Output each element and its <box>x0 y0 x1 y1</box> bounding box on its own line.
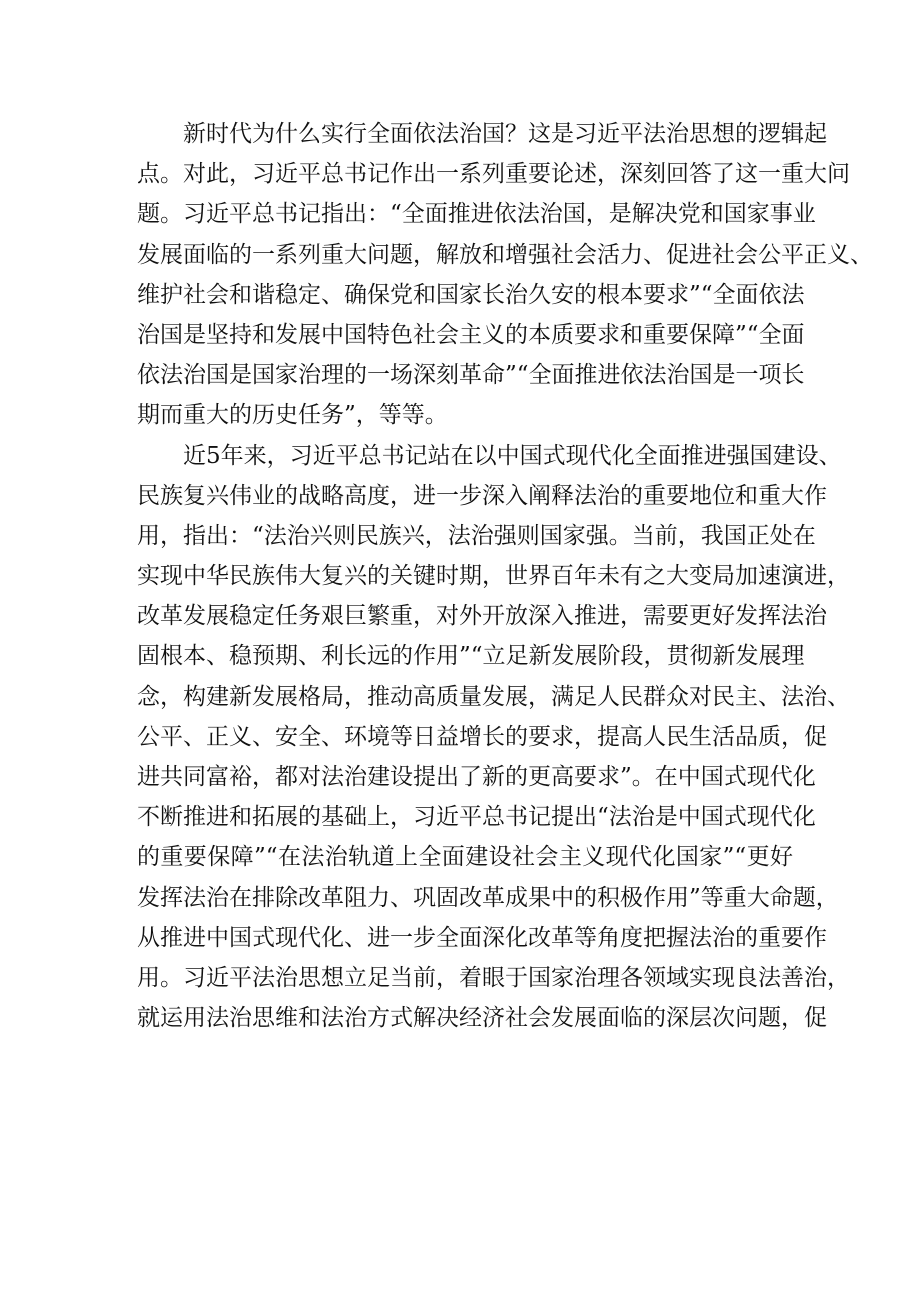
paragraph-1 <box>137 114 873 436</box>
text-line: 的重要保障”“在法治轨道上全面建设社会主义现代化国家”“更好 <box>137 844 793 871</box>
text-line: 不断推进和拓展的基础上，习近平总书记提出“法治是中国式现代化 <box>137 804 816 831</box>
text-line: 发挥法治在排除改革阻力、巩固改革成果中的积极作用”等重大命题， <box>137 884 839 911</box>
text-line: 念，构建新发展格局，推动高质量发展，满足人民群众对民主、法治、 <box>137 683 850 710</box>
paragraph-2 <box>137 436 850 1039</box>
text-line: 进共同富裕，都对法治建设提出了新的更高要求”。在中国式现代化 <box>137 764 816 790</box>
text-line: 用。习近平法治思想立足当前，着眼于国家治理各领域实现良法善治， <box>137 964 850 991</box>
text-line: 发展面临的一系列重大问题，解放和增强社会活力、促进社会公平正义、 <box>137 241 873 268</box>
text-line: 题。习近平总书记指出：“全面推进依法治国，是解决党和国家事业 <box>137 201 816 228</box>
text-line: 近5年来，习近平总书记站在以中国式现代化全面推进强国建设、 <box>183 442 842 469</box>
text-line: 治国是坚持和发展中国特色社会主义的本质要求和重要保障”“全面 <box>137 321 805 348</box>
text-line: 维护社会和谐稳定、确保党和国家长治久安的根本要求”“全面依法 <box>137 281 805 308</box>
text-line: 用，指出：“法治兴则民族兴，法治强则国家强。当前，我国正处在 <box>137 522 816 549</box>
text-line: 期而重大的历史任务”，等等。 <box>137 402 448 429</box>
text-line: 依法治国是国家治理的一场深刻革命”“全面推进依法治国是一项长 <box>137 362 805 389</box>
document-body <box>137 114 873 1038</box>
text-line: 实现中华民族伟大复兴的关键时期，世界百年未有之大变局加速演进， <box>137 563 850 590</box>
text-line: 民族复兴伟业的战略高度，进一步深入阐释法治的重要地位和重大作 <box>137 482 827 509</box>
text-line: 公平、正义、安全、环境等日益增长的要求，提高人民生活品质，促 <box>137 723 827 750</box>
text-line: 固根本、稳预期、利长远的作用”“立足新发展阶段，贯彻新发展理 <box>137 643 805 670</box>
text-line: 从推进中国式现代化、进一步全面深化改革等角度把握法治的重要作 <box>137 924 827 951</box>
text-line: 就运用法治思维和法治方式解决经济社会发展面临的深层次问题，促 <box>137 1005 827 1032</box>
text-line: 新时代为什么实行全面依法治国？这是习近平法治思想的逻辑起 <box>183 121 827 147</box>
text-line: 点。对此，习近平总书记作出一系列重要论述，深刻回答了这一重大问 <box>137 161 850 188</box>
text-line: 改革发展稳定任务艰巨繁重，对外开放深入推进，需要更好发挥法治 <box>137 603 827 630</box>
